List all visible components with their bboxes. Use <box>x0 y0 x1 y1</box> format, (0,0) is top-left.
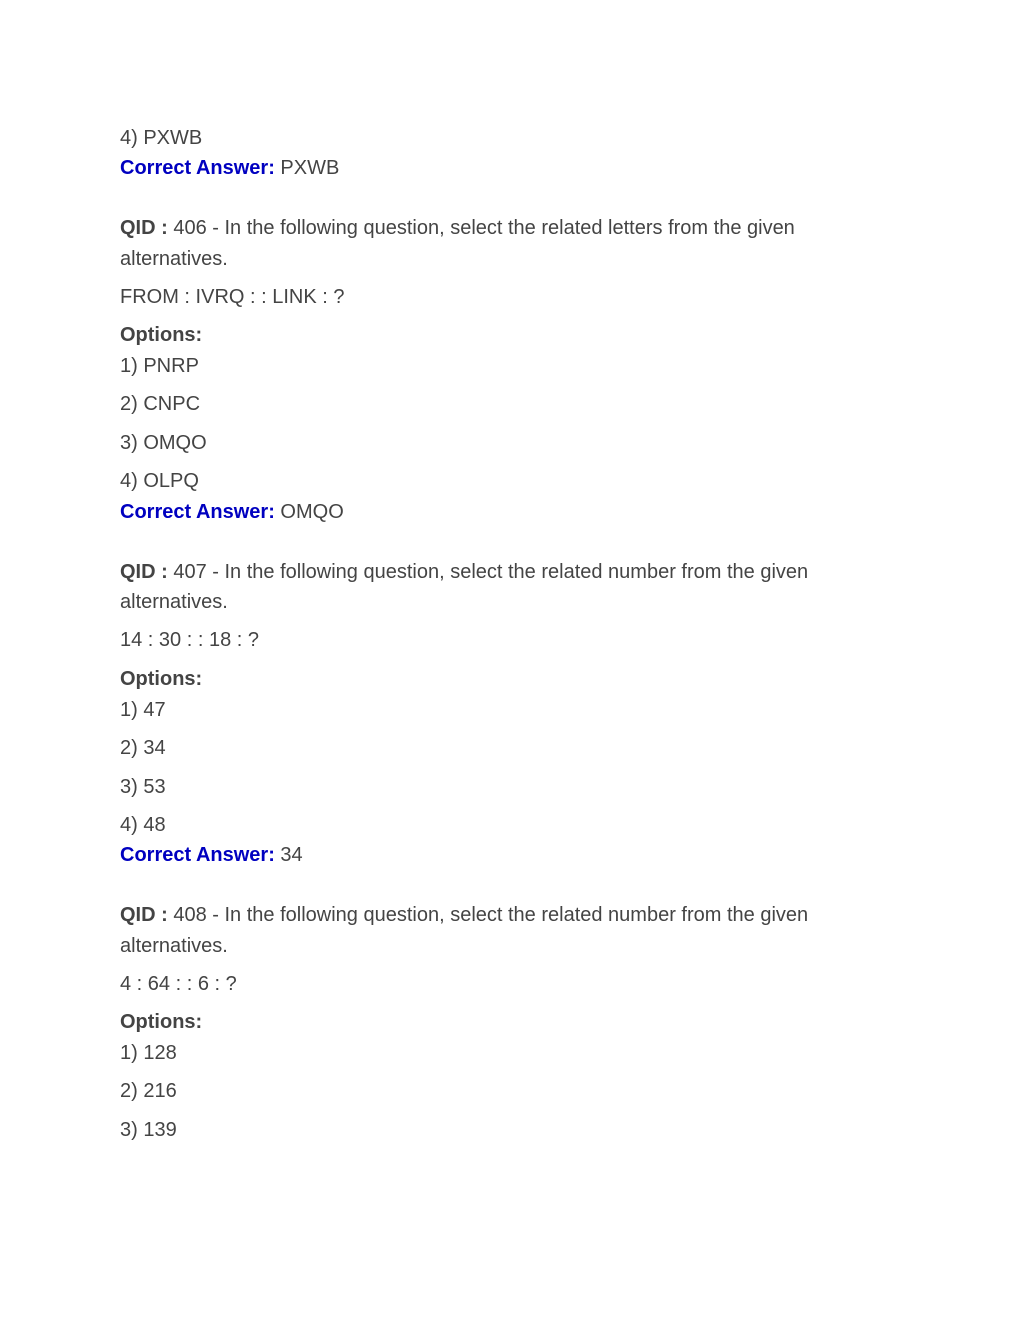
option-text: 2) CNPC <box>120 393 201 415</box>
options-label: Options: <box>120 324 203 346</box>
option-text: 3) OMQO <box>120 432 207 454</box>
correct-answer-label: Correct Answer: <box>120 844 275 866</box>
options-label: Options: <box>120 1011 203 1033</box>
correct-answer <box>120 500 344 524</box>
question-text-continued <box>120 247 228 271</box>
option-item <box>120 1118 177 1142</box>
options-heading <box>120 1010 202 1034</box>
option-item <box>120 392 200 416</box>
option-text: 4) 48 <box>120 814 166 836</box>
question-text <box>120 903 808 927</box>
qid-label: QID : <box>120 904 168 926</box>
options-heading <box>120 667 202 691</box>
option-text: 2) 216 <box>120 1080 177 1102</box>
question-prompt <box>120 628 259 652</box>
prompt: FROM : IVRQ : : LINK : ? <box>120 286 345 308</box>
question-stem-cont: alternatives. <box>120 935 228 957</box>
correct-answer <box>120 156 339 180</box>
option-item <box>120 431 207 455</box>
option-text: 3) 53 <box>120 776 166 798</box>
correct-answer-value: PXWB <box>280 157 340 179</box>
option-item <box>120 469 199 493</box>
prompt: 14 : 30 : : 18 : ? <box>120 629 259 651</box>
correct-answer <box>120 843 303 867</box>
option-item <box>120 1041 177 1065</box>
question-text-continued <box>120 590 228 614</box>
question-stem: 407 - In the following question, select the related number from the given <box>173 561 809 583</box>
option-text: 4) OLPQ <box>120 470 199 492</box>
qid-label: QID : <box>120 561 168 583</box>
qid-label: QID : <box>120 217 168 239</box>
question-stem: 408 - In the following question, select the related number from the given <box>173 904 809 926</box>
question-text <box>120 216 795 240</box>
question-text <box>120 560 808 584</box>
question-text-continued <box>120 934 228 958</box>
option-item <box>120 736 166 760</box>
option-text: 1) 47 <box>120 699 166 721</box>
option-item <box>120 354 199 378</box>
options-label: Options: <box>120 668 203 690</box>
options-heading <box>120 323 202 347</box>
option-item: 4) PXWB <box>120 127 203 149</box>
question-stem: 406 - In the following question, select the related letters from the given <box>173 217 795 239</box>
option-text: 1) PNRP <box>120 355 199 377</box>
correct-answer-label: Correct Answer: <box>120 501 275 523</box>
correct-answer-value: 34 <box>280 844 303 866</box>
question-prompt <box>120 285 344 309</box>
correct-answer-label: Correct Answer: <box>120 157 275 179</box>
correct-answer-value: OMQO <box>280 501 344 523</box>
question-prompt <box>120 972 237 996</box>
option-item <box>120 775 166 799</box>
question-stem-cont: alternatives. <box>120 591 228 613</box>
option-text: 3) 139 <box>120 1119 177 1141</box>
prompt: 4 : 64 : : 6 : ? <box>120 973 237 995</box>
question-stem-cont: alternatives. <box>120 248 228 270</box>
option-item <box>120 1079 177 1103</box>
option-text: 2) 34 <box>120 737 166 759</box>
option-text: 1) 128 <box>120 1042 177 1064</box>
option-item <box>120 698 166 722</box>
option-item <box>120 813 166 837</box>
